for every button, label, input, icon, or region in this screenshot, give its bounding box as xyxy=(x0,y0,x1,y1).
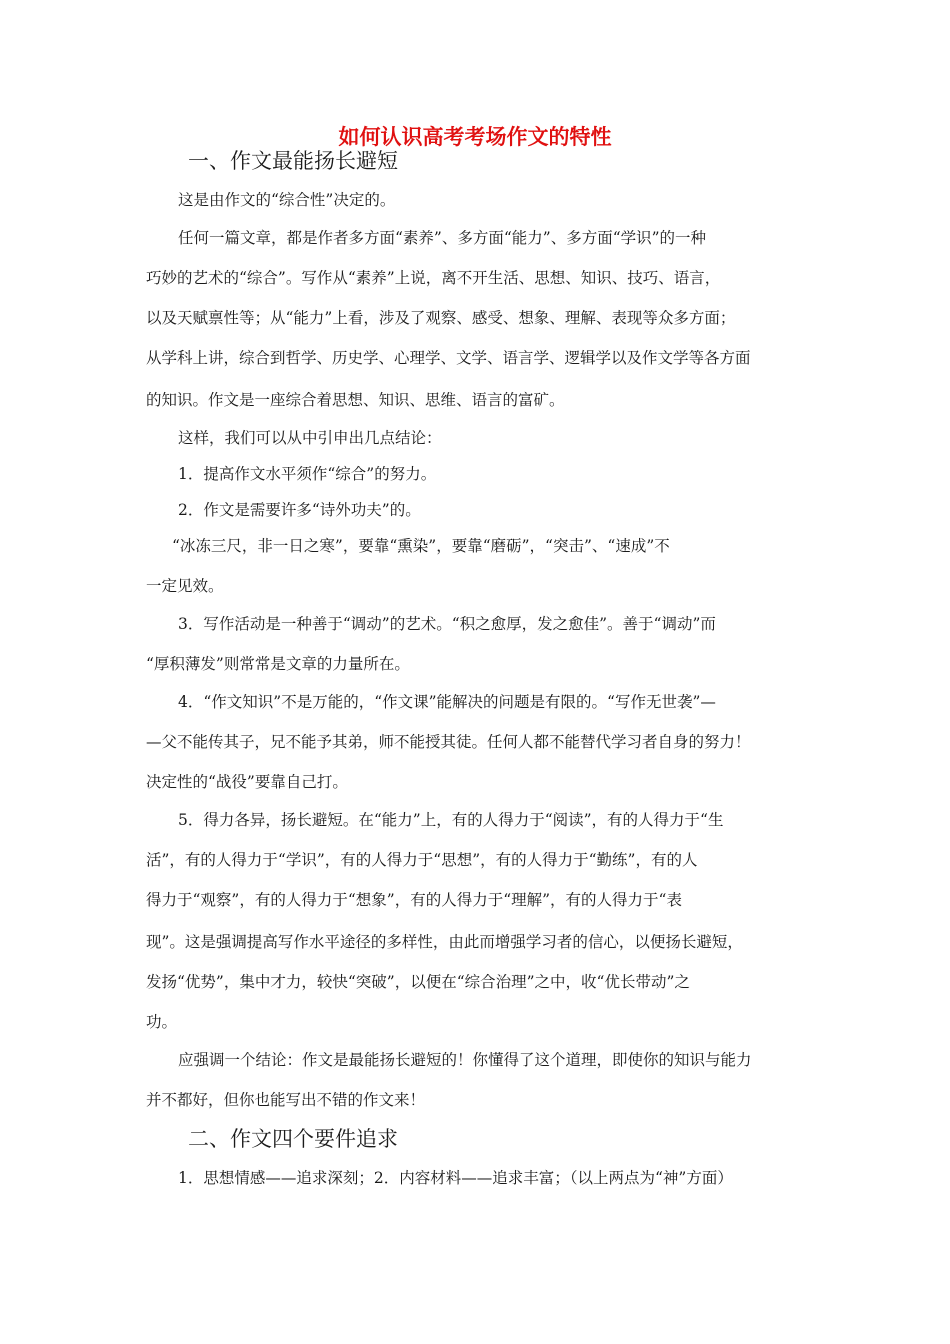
paragraph-line: 从学科上讲，综合到哲学、历史学、心理学、文学、语言学、逻辑学以及作文学等各方面 xyxy=(146,349,751,367)
list-item-2: 2．作文是需要许多“诗外功夫”的。 xyxy=(178,501,421,519)
document-title: 如何认识高考考场作文的特性 xyxy=(338,124,612,149)
paragraph-line: “厚积薄发”则常常是文章的力量所在。 xyxy=(146,655,410,673)
paragraph-line: 一定见效。 xyxy=(146,577,224,595)
paragraph-line: —父不能传其子，兄不能予其弟，师不能授其徒。任何人都不能替代学习者自身的努力！ xyxy=(146,733,751,751)
paragraph-line: 以及天赋禀性等；从“能力”上看，涉及了观察、感受、想象、理解、表现等众多方面； xyxy=(146,309,736,327)
paragraph-line: 的知识。作文是一座综合着思想、知识、思维、语言的富矿。 xyxy=(146,391,565,409)
paragraph-line: 发扬“优势”，集中才力，较快“突破”，以便在“综合治理”之中，收“优长带动”之 xyxy=(146,973,690,991)
paragraph-line: 现”。这是强调提高写作水平途径的多样性，由此而增强学习者的信心，以便扬长避短， xyxy=(146,933,743,951)
paragraph-line: 并不都好，但你也能写出不错的作文来！ xyxy=(146,1091,426,1109)
list-item-1: 1．提高作文水平须作“综合”的努力。 xyxy=(178,465,437,483)
paragraph-line: 得力于“观察”，有的人得力于“想象”，有的人得力于“理解”，有的人得力于“表 xyxy=(146,891,682,909)
paragraph-line: 活”，有的人得力于“学识”，有的人得力于“思想”，有的人得力于“勤练”，有的人 xyxy=(146,851,698,869)
list-item-4: 4．“作文知识”不是万能的，“作文课”能解决的问题是有限的。“写作无世袭”— xyxy=(178,693,716,711)
paragraph-line: 功。 xyxy=(146,1013,178,1031)
section-2-heading: 二、作文四个要件追求 xyxy=(188,1127,398,1151)
paragraph-line: “冰冻三尺，非一日之寒”，要靠“熏染”，要靠“磨砺”，“突击”、“速成”不 xyxy=(172,537,670,555)
list-item-3: 3．写作活动是一种善于“调动”的艺术。“积之愈厚，发之愈佳”。善于“调动”而 xyxy=(178,615,716,633)
paragraph-line: 1．思想情感——追求深刻；2．内容材料——追求丰富；（以上两点为“神”方面） xyxy=(178,1169,733,1187)
paragraph-line: 决定性的“战役”要靠自己打。 xyxy=(146,773,348,791)
paragraph-line: 应强调一个结论：作文是最能扬长避短的！你懂得了这个道理，即使你的知识与能力 xyxy=(178,1051,752,1069)
paragraph-line: 这样，我们可以从中引申出几点结论： xyxy=(178,429,442,447)
paragraph-line: 任何一篇文章，都是作者多方面“素养”、多方面“能力”、多方面“学识”的一种 xyxy=(178,229,707,247)
paragraph-line: 这是由作文的“综合性”决定的。 xyxy=(178,191,396,209)
paragraph-line: 巧妙的艺术的“综合”。写作从“素养”上说，离不开生活、思想、知识、技巧、语言， xyxy=(146,269,721,287)
list-item-5: 5．得力各异，扬长避短。在“能力”上，有的人得力于“阅读”，有的人得力于“生 xyxy=(178,811,724,829)
section-1-heading: 一、作文最能扬长避短 xyxy=(188,149,398,173)
